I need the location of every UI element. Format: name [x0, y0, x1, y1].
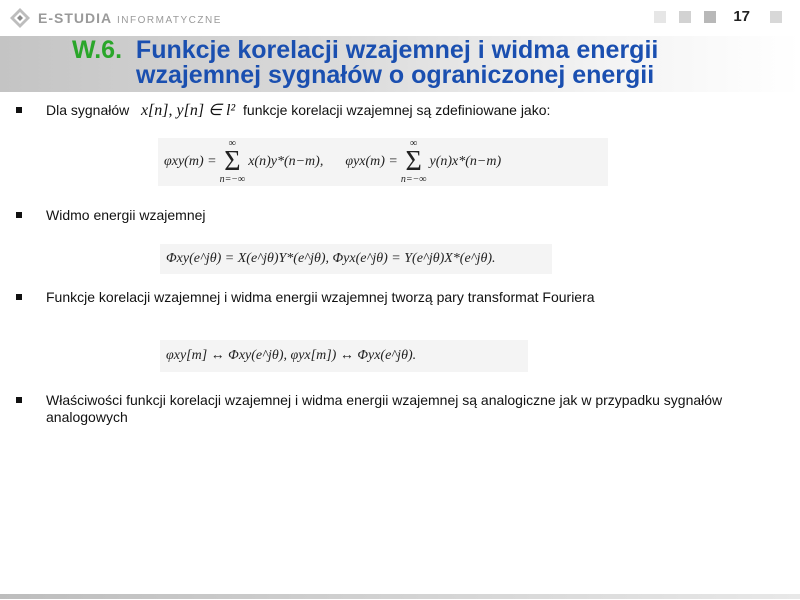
bullet-marker [16, 397, 22, 403]
title-line-2: wzajemnej sygnałów o ograniczonej energii [136, 61, 655, 89]
bullet-marker [16, 294, 22, 300]
nav-square-3[interactable] [704, 11, 716, 23]
bullet-marker [16, 107, 22, 113]
sum-symbol-1: ∞ Σ n=−∞ [219, 138, 246, 185]
nav-square-2[interactable] [679, 11, 691, 23]
nav-square-1[interactable] [654, 11, 666, 23]
bullet-3-text: Funkcje korelacji wzajemnej i widma energii wzajemnej tworzą pary transformat Fouriera [46, 289, 595, 305]
bullet-1-post: funkcje korelacji wzajemnej są zdefiniowane jako: [243, 102, 551, 118]
nav-square-4[interactable] [770, 11, 782, 23]
formula-3-text: φxy[m] ↔ Φxy(e^jθ), φyx[m]) ↔ Φyx(e^jθ). [166, 348, 417, 363]
header-bar [0, 0, 800, 36]
logo-mark-icon [8, 6, 32, 30]
formula-1-left-rhs: x(n)y*(n−m), [248, 154, 324, 169]
footer-divider [0, 594, 800, 599]
bullet-marker [16, 212, 22, 218]
formula-cross-spectrum [160, 244, 552, 274]
page-number: 17 [733, 8, 750, 25]
title-line-1: Funkcje korelacji wzajemnej i widma energii [135, 36, 659, 64]
sum-symbol-2: ∞ Σ n=−∞ [400, 138, 427, 185]
nav-squares [654, 11, 729, 23]
bullet-4-text: Właściwości funkcji korelacji wzajemnej i widma energii wzajemnej są analogiczne jak w przypadku sygnałów analogowych [46, 392, 723, 425]
bullet-1-pre: Dla sygnałów [46, 102, 130, 118]
formula-2-text: Φxy(e^jθ) = X(e^jθ)Y*(e^jθ), Φyx(e^jθ) = Y(e^jθ)X*(e^jθ). [166, 251, 496, 266]
slide-title [72, 38, 792, 88]
logo [8, 6, 222, 30]
bullet-1-math: x[n], y[n] ∈ l² [140, 102, 236, 119]
bullet-2-text: Widmo energii wzajemnej [46, 207, 206, 223]
formula-1-right-lhs: φyx(m) = [345, 154, 398, 169]
logo-text: E-STUDIA INFORMATYCZNE [38, 10, 222, 26]
formula-cross-correlation [158, 138, 608, 186]
formula-1-right-rhs: y(n)x*(n−m) [429, 154, 502, 169]
formula-1-left-lhs: φxy(m) = [164, 154, 217, 169]
formula-fourier-pairs [160, 340, 528, 372]
slide-number: W.6. [72, 36, 123, 64]
